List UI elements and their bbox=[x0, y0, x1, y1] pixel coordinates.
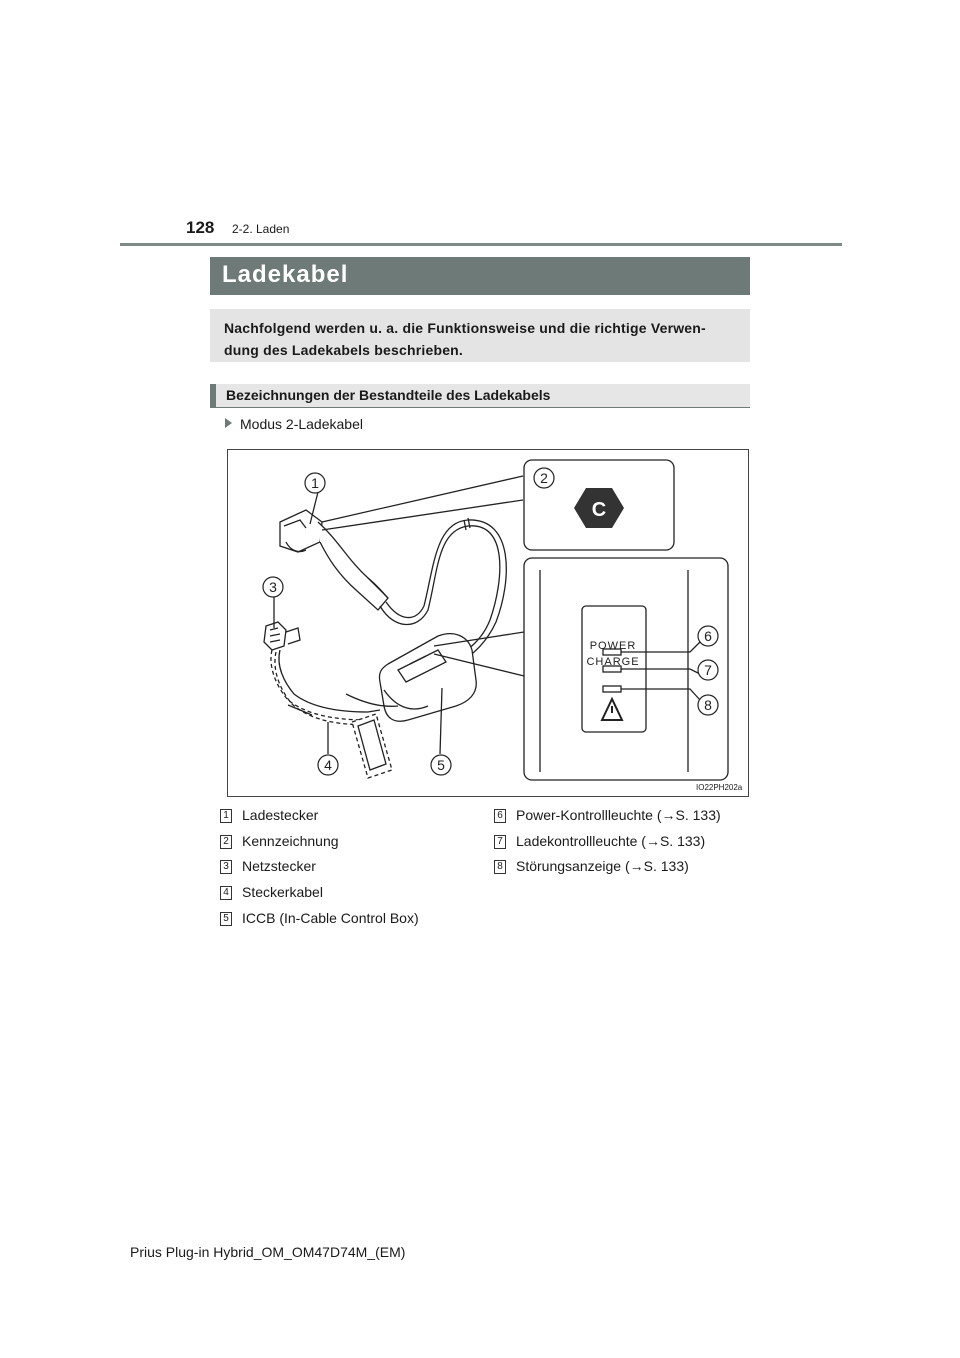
mode-label: Modus 2-Ladekabel bbox=[240, 416, 363, 432]
charging-cable-figure bbox=[227, 449, 749, 797]
panel-charge-label: CHARGE bbox=[586, 656, 640, 668]
legend-label: Power-Kontrollleuchte (→S. 133) bbox=[516, 807, 721, 823]
legend-number: 7 bbox=[494, 835, 506, 849]
legend-number: 1 bbox=[220, 809, 232, 823]
figure-code: IO22PH202a bbox=[696, 783, 743, 792]
page-number: 128 bbox=[186, 218, 215, 237]
callout-5: 5 bbox=[437, 757, 445, 773]
legend-number: 8 bbox=[494, 860, 506, 874]
footer-manual-id: Prius Plug-in Hybrid_OM_OM47D74M_(EM) bbox=[130, 1244, 406, 1260]
legend-label: Steckerkabel bbox=[242, 884, 323, 900]
legend-label: Netzstecker bbox=[242, 858, 316, 874]
marker-letter: C bbox=[591, 499, 607, 521]
title-bar bbox=[210, 257, 750, 295]
bullet-triangle-icon bbox=[225, 418, 232, 428]
section-breadcrumb: 2-2. Laden bbox=[232, 222, 290, 236]
charging-cable-illustration bbox=[228, 450, 748, 796]
intro-box bbox=[210, 309, 750, 362]
subheading: Bezeichnungen der Bestandteile des Ladekabels bbox=[226, 387, 551, 403]
legend-label: Ladestecker bbox=[242, 807, 319, 823]
page-title: Ladekabel bbox=[222, 261, 349, 288]
header-divider bbox=[120, 243, 842, 246]
legend-number: 5 bbox=[220, 912, 232, 926]
callout-7: 7 bbox=[704, 662, 712, 678]
callout-8: 8 bbox=[704, 697, 712, 713]
legend-label: Kennzeichnung bbox=[242, 833, 339, 849]
callout-2: 2 bbox=[540, 470, 548, 486]
panel-power-label: POWER bbox=[589, 640, 637, 652]
callout-4: 4 bbox=[324, 757, 332, 773]
callout-6: 6 bbox=[704, 628, 712, 644]
mode-line bbox=[225, 416, 363, 432]
legend-label: Störungsanzeige (→S. 133) bbox=[516, 858, 689, 874]
legend-number: 2 bbox=[220, 835, 232, 849]
subheading-bar bbox=[210, 384, 750, 408]
callout-3: 3 bbox=[269, 579, 277, 595]
legend-number: 3 bbox=[220, 860, 232, 874]
legend-number: 6 bbox=[494, 809, 506, 823]
legend-label: Ladekontrollleuchte (→S. 133) bbox=[516, 833, 706, 849]
callout-1: 1 bbox=[311, 475, 319, 491]
intro-text: Nachfolgend werden u. a. die Funktionsweise und die richtige Verwen- dung des Ladekabels beschrieben. bbox=[224, 320, 706, 358]
legend-number: 4 bbox=[220, 886, 232, 900]
legend-label: ICCB (In-Cable Control Box) bbox=[242, 910, 419, 926]
